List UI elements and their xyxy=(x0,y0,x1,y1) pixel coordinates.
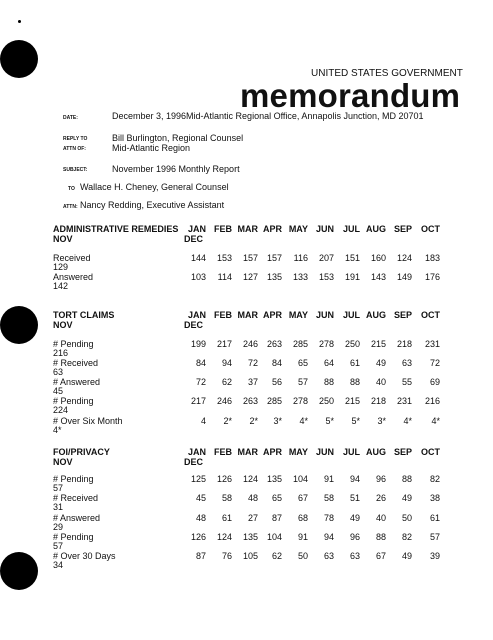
cell-value: 61 xyxy=(349,358,360,368)
table-row xyxy=(53,358,473,378)
cell-value: 48 xyxy=(195,513,206,523)
row-label: # Over Six Month xyxy=(53,416,123,426)
month-header: FEB xyxy=(214,310,232,320)
cell-value: 96 xyxy=(375,474,386,484)
month-header: MAR xyxy=(237,224,258,234)
nov-value: 142 xyxy=(53,281,69,291)
cell-value: 104 xyxy=(292,474,308,484)
cell-value: 67 xyxy=(297,493,308,503)
cell-value: 91 xyxy=(297,532,308,542)
cell-value: 39 xyxy=(429,551,440,561)
nov-value: 129 xyxy=(53,262,69,272)
cell-value: 88 xyxy=(401,474,412,484)
subject-value: November 1996 Monthly Report xyxy=(112,164,240,174)
month-header: SEP xyxy=(393,310,412,320)
nov-value: 57 xyxy=(53,483,64,493)
section-header xyxy=(53,224,473,246)
month-header: JAN xyxy=(187,224,206,234)
cell-value: 135 xyxy=(242,532,258,542)
dec-label: DEC xyxy=(184,234,204,244)
cell-value: 76 xyxy=(221,551,232,561)
cell-value: 87 xyxy=(271,513,282,523)
cell-value: 72 xyxy=(247,358,258,368)
cell-value: 5* xyxy=(325,416,334,426)
cell-value: 191 xyxy=(344,272,360,282)
cell-value: 149 xyxy=(396,272,412,282)
nov-label: NOV xyxy=(53,457,73,467)
table-row xyxy=(53,513,473,533)
table-row xyxy=(53,493,473,513)
cell-value: 55 xyxy=(401,377,412,387)
cell-value: 63 xyxy=(349,551,360,561)
month-header: JAN xyxy=(187,310,206,320)
cell-value: 116 xyxy=(293,253,308,263)
cell-value: 57 xyxy=(297,377,308,387)
cell-value: 231 xyxy=(424,339,440,349)
table-row xyxy=(53,474,473,494)
reply-to-value: Bill Burlington, Regional Counsel xyxy=(112,133,244,143)
cell-value: 5* xyxy=(351,416,360,426)
table-row xyxy=(53,339,473,359)
cell-value: 263 xyxy=(266,339,282,349)
binder-hole xyxy=(0,40,38,78)
cell-value: 65 xyxy=(271,493,282,503)
month-header: APR xyxy=(262,224,282,234)
month-header: MAY xyxy=(288,224,308,234)
nov-value: 29 xyxy=(53,522,64,532)
cell-value: 69 xyxy=(429,377,440,387)
cell-value: 87 xyxy=(195,551,206,561)
table-row xyxy=(53,377,473,397)
cell-value: 61 xyxy=(429,513,440,523)
cell-value: 157 xyxy=(242,253,258,263)
cell-value: 37 xyxy=(247,377,258,387)
month-header: OCT xyxy=(421,310,440,320)
cell-value: 88 xyxy=(349,377,360,387)
nov-value: 57 xyxy=(53,541,64,551)
month-header: JUL xyxy=(342,224,360,234)
cell-value: 51 xyxy=(349,493,360,503)
cell-value: 207 xyxy=(318,253,334,263)
binder-hole xyxy=(0,552,38,590)
cell-value: 153 xyxy=(216,253,232,263)
cell-value: 135 xyxy=(266,474,282,484)
attn-label: ATTN: xyxy=(63,204,78,210)
attn-value: Nancy Redding, Executive Assistant xyxy=(80,200,225,210)
cell-value: 217 xyxy=(216,339,232,349)
nov-label: NOV xyxy=(53,320,73,330)
cell-value: 4 xyxy=(200,416,206,426)
row-label: # Received xyxy=(53,358,99,368)
cell-value: 215 xyxy=(344,396,360,406)
month-header: AUG xyxy=(366,447,386,457)
cell-value: 4* xyxy=(431,416,440,426)
cell-value: 157 xyxy=(266,253,282,263)
cell-value: 3* xyxy=(377,416,386,426)
cell-value: 217 xyxy=(190,396,206,406)
cell-value: 40 xyxy=(375,377,386,387)
cell-value: 27 xyxy=(247,513,258,523)
month-header: MAR xyxy=(237,310,258,320)
month-header: APR xyxy=(262,447,282,457)
subject-label: SUBJECT: xyxy=(63,167,88,173)
month-header: APR xyxy=(262,310,282,320)
cell-value: 63 xyxy=(401,358,412,368)
cell-value: 56 xyxy=(271,377,282,387)
cell-value: 57 xyxy=(429,532,440,542)
cell-value: 49 xyxy=(349,513,360,523)
cell-value: 105 xyxy=(242,551,258,561)
section-header xyxy=(53,447,473,469)
cell-value: 40 xyxy=(375,513,386,523)
cell-value: 82 xyxy=(429,474,440,484)
month-header: MAY xyxy=(288,310,308,320)
cell-value: 78 xyxy=(323,513,334,523)
cell-value: 2* xyxy=(249,416,258,426)
month-header: JUN xyxy=(315,447,334,457)
cell-value: 143 xyxy=(370,272,386,282)
cell-value: 4* xyxy=(403,416,412,426)
cell-value: 94 xyxy=(323,532,334,542)
section-title: ADMINISTRATIVE REMEDIES xyxy=(53,224,179,234)
month-header: JUL xyxy=(342,447,360,457)
table-row xyxy=(53,416,473,436)
cell-value: 231 xyxy=(396,396,412,406)
cell-value: 61 xyxy=(221,513,232,523)
nov-value: 45 xyxy=(53,386,64,396)
cell-value: 285 xyxy=(266,396,282,406)
table-row xyxy=(53,396,473,416)
section-1 xyxy=(53,310,473,435)
cell-value: 278 xyxy=(292,396,308,406)
cell-value: 216 xyxy=(424,396,440,406)
cell-value: 133 xyxy=(292,272,308,282)
nov-value: 224 xyxy=(53,405,69,415)
cell-value: 38 xyxy=(429,493,440,503)
nov-value: 31 xyxy=(53,502,64,512)
nov-value: 63 xyxy=(53,367,64,377)
cell-value: 94 xyxy=(221,358,232,368)
section-title: FOI/PRIVACY xyxy=(53,447,110,457)
row-label: # Pending xyxy=(53,474,94,484)
cell-value: 64 xyxy=(323,358,334,368)
cell-value: 72 xyxy=(195,377,206,387)
cell-value: 96 xyxy=(349,532,360,542)
cell-value: 250 xyxy=(344,339,360,349)
cell-value: 218 xyxy=(396,339,412,349)
row-label: # Pending xyxy=(53,396,94,406)
month-header: AUG xyxy=(366,310,386,320)
cell-value: 67 xyxy=(375,551,386,561)
cell-value: 153 xyxy=(318,272,334,282)
cell-value: 246 xyxy=(216,396,232,406)
cell-value: 125 xyxy=(190,474,206,484)
dec-label: DEC xyxy=(184,457,204,467)
cell-value: 250 xyxy=(318,396,334,406)
to-value: Wallace H. Cheney, General Counsel xyxy=(80,182,229,192)
cell-value: 49 xyxy=(375,358,386,368)
section-0 xyxy=(53,224,473,291)
speck xyxy=(18,20,21,23)
row-label: # Pending xyxy=(53,532,94,542)
cell-value: 58 xyxy=(323,493,334,503)
month-header: SEP xyxy=(393,447,412,457)
cell-value: 84 xyxy=(195,358,206,368)
cell-value: 263 xyxy=(242,396,258,406)
cell-value: 50 xyxy=(401,513,412,523)
month-header: JUN xyxy=(315,310,334,320)
cell-value: 26 xyxy=(375,493,386,503)
month-header: OCT xyxy=(421,224,440,234)
cell-value: 49 xyxy=(401,551,412,561)
date-value: December 3, 1996Mid-Atlantic Regional Office, Annapolis Junction, MD 20701 xyxy=(112,111,424,121)
attn-of-value: Mid-Atlantic Region xyxy=(112,143,191,153)
cell-value: 104 xyxy=(266,532,282,542)
cell-value: 50 xyxy=(297,551,308,561)
cell-value: 124 xyxy=(396,253,412,263)
cell-value: 88 xyxy=(323,377,334,387)
table-row xyxy=(53,532,473,552)
cell-value: 127 xyxy=(242,272,258,282)
row-label: Answered xyxy=(53,272,94,282)
cell-value: 68 xyxy=(297,513,308,523)
cell-value: 218 xyxy=(370,396,386,406)
cell-value: 2* xyxy=(223,416,232,426)
to-label: TO xyxy=(68,186,75,192)
cell-value: 3* xyxy=(273,416,282,426)
cell-value: 135 xyxy=(266,272,282,282)
month-header: FEB xyxy=(214,224,232,234)
memo-title: memorandum xyxy=(240,77,461,114)
nov-value: 4* xyxy=(53,425,62,435)
cell-value: 215 xyxy=(370,339,386,349)
cell-value: 126 xyxy=(190,532,206,542)
cell-value: 151 xyxy=(344,253,360,263)
row-label: # Received xyxy=(53,493,99,503)
cell-value: 58 xyxy=(221,493,232,503)
month-header: OCT xyxy=(421,447,440,457)
cell-value: 72 xyxy=(429,358,440,368)
month-header: JAN xyxy=(187,447,206,457)
cell-value: 160 xyxy=(370,253,386,263)
month-header: JUN xyxy=(315,224,334,234)
cell-value: 4* xyxy=(299,416,308,426)
reply-to-label: REPLY TO xyxy=(63,136,88,142)
row-label: # Answered xyxy=(53,513,101,523)
cell-value: 103 xyxy=(190,272,206,282)
cell-value: 278 xyxy=(318,339,334,349)
cell-value: 65 xyxy=(297,358,308,368)
date-label: DATE: xyxy=(63,115,78,121)
row-label: # Over 30 Days xyxy=(53,551,116,561)
cell-value: 45 xyxy=(195,493,206,503)
nov-value: 34 xyxy=(53,560,64,570)
section-header xyxy=(53,310,473,332)
cell-value: 91 xyxy=(323,474,334,484)
section-2 xyxy=(53,447,473,570)
cell-value: 199 xyxy=(190,339,206,349)
cell-value: 126 xyxy=(216,474,232,484)
cell-value: 62 xyxy=(271,551,282,561)
binder-hole xyxy=(0,306,38,344)
month-header: MAY xyxy=(288,447,308,457)
cell-value: 88 xyxy=(375,532,386,542)
table-row xyxy=(53,253,473,273)
cell-value: 82 xyxy=(401,532,412,542)
cell-value: 62 xyxy=(221,377,232,387)
nov-value: 216 xyxy=(53,348,69,358)
cell-value: 124 xyxy=(242,474,258,484)
cell-value: 246 xyxy=(242,339,258,349)
dec-label: DEC xyxy=(184,320,204,330)
cell-value: 63 xyxy=(323,551,334,561)
cell-value: 176 xyxy=(424,272,440,282)
cell-value: 144 xyxy=(190,253,206,263)
cell-value: 94 xyxy=(349,474,360,484)
month-header: AUG xyxy=(366,224,386,234)
cell-value: 49 xyxy=(401,493,412,503)
row-label: # Answered xyxy=(53,377,101,387)
cell-value: 124 xyxy=(216,532,232,542)
row-label: Received xyxy=(53,253,91,263)
cell-value: 48 xyxy=(247,493,258,503)
cell-value: 84 xyxy=(271,358,282,368)
nov-label: NOV xyxy=(53,234,73,244)
org-name: UNITED STATES GOVERNMENT xyxy=(311,68,463,79)
section-title: TORT CLAIMS xyxy=(53,310,115,320)
month-header: JUL xyxy=(342,310,360,320)
month-header: SEP xyxy=(393,224,412,234)
table-row xyxy=(53,551,473,571)
cell-value: 114 xyxy=(217,272,232,282)
row-label: # Pending xyxy=(53,339,94,349)
attn-of-label: ATTN OF: xyxy=(63,146,86,152)
cell-value: 285 xyxy=(292,339,308,349)
cell-value: 183 xyxy=(424,253,440,263)
month-header: FEB xyxy=(214,447,232,457)
table-row xyxy=(53,272,473,292)
month-header: MAR xyxy=(237,447,258,457)
